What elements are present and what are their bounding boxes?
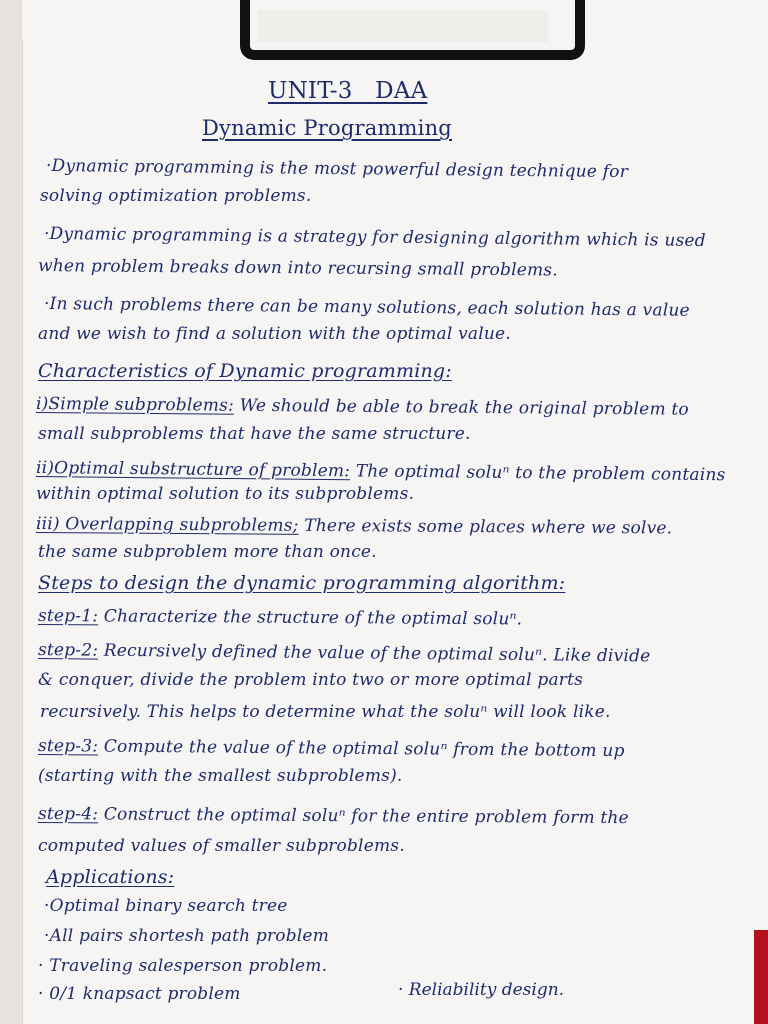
characteristic-item-3	[36, 514, 672, 538]
characteristic-label-2: ii)Optimal substructure of problem:	[35, 458, 351, 482]
red-binder-tab	[754, 930, 768, 1024]
steps-heading: Steps to design the dynamic programming algorithm:	[38, 572, 566, 594]
intro-line-6: and we wish to find a solution with the optimal value.	[38, 324, 511, 344]
intro-line-5: ·In such problems there can be many solutions, each solution has a value	[43, 294, 690, 321]
step-3-text: Compute the value of the optimal soluⁿ from the bottom up	[98, 736, 625, 762]
intro-line-3: ·Dynamic programming is a strategy for designing algorithm which is used	[43, 224, 706, 251]
intro-line-2: solving optimization problems.	[40, 186, 312, 206]
step-1-label: step-1:	[37, 606, 99, 627]
unit-label: UNIT-3	[268, 78, 353, 104]
characteristic-text-2: The optimal soluⁿ to the problem contains	[350, 461, 726, 486]
application-item-2: ·All pairs shortesh path problem	[44, 926, 330, 946]
step-2	[38, 640, 651, 666]
step-3-label: step-3:	[37, 736, 99, 757]
application-item-5: · Reliability design.	[398, 980, 565, 1000]
characteristic-item-1	[36, 394, 689, 420]
step-4-line-2: computed values of smaller subproblems.	[38, 836, 405, 856]
step-4-text: Construct the optimal soluⁿ for the entire problem form the	[98, 804, 629, 829]
page-edge-line	[22, 40, 23, 1024]
step-2-text: Recursively defined the value of the optimal soluⁿ. Like divide	[98, 640, 651, 667]
clipboard-clip	[240, 0, 585, 60]
step-3-line-2: (starting with the smallest subproblems).	[38, 766, 403, 786]
application-item-3: · Traveling salesperson problem.	[38, 956, 328, 976]
step-4-label: step-4:	[37, 804, 99, 825]
unit-title	[268, 78, 427, 104]
step-1	[38, 606, 522, 629]
characteristic-label-3: iii) Overlapping subproblems;	[35, 514, 299, 536]
step-3	[38, 736, 625, 761]
intro-line-1: ·Dynamic programming is the most powerful design technique for	[45, 156, 629, 183]
notebook-margin	[0, 0, 22, 1024]
characteristic-text-1: We should be able to break the original problem to	[233, 395, 689, 420]
characteristic-line-1b: small subproblems that have the same structure.	[38, 424, 471, 444]
characteristic-item-2	[36, 458, 726, 485]
step-2-label: step-2:	[37, 640, 99, 661]
step-4	[38, 804, 629, 828]
subject-label: DAA	[375, 78, 428, 104]
application-item-1: ·Optimal binary search tree	[44, 896, 288, 916]
application-item-4: · 0/1 knapsact problem	[38, 984, 241, 1004]
characteristic-text-3: There exists some places where we solve.	[298, 515, 673, 539]
step-2-line-3: recursively. This helps to determine what the soluⁿ will look like.	[40, 702, 611, 722]
topic-title: Dynamic Programming	[202, 116, 452, 140]
characteristic-line-3b: the same subproblem more than once.	[38, 542, 377, 562]
characteristics-heading: Characteristics of Dynamic programming:	[38, 360, 452, 382]
characteristic-line-2b: within optimal solution to its subproblems.	[36, 484, 415, 504]
intro-line-4: when problem breaks down into recursing small problems.	[37, 256, 558, 281]
applications-heading: Applications:	[46, 866, 175, 888]
step-2-line-2: & conquer, divide the problem into two or more optimal parts	[38, 670, 584, 690]
characteristic-label-1: i)Simple subproblems:	[35, 394, 235, 416]
step-1-text: Characterize the structure of the optimal soluⁿ.	[98, 606, 523, 630]
